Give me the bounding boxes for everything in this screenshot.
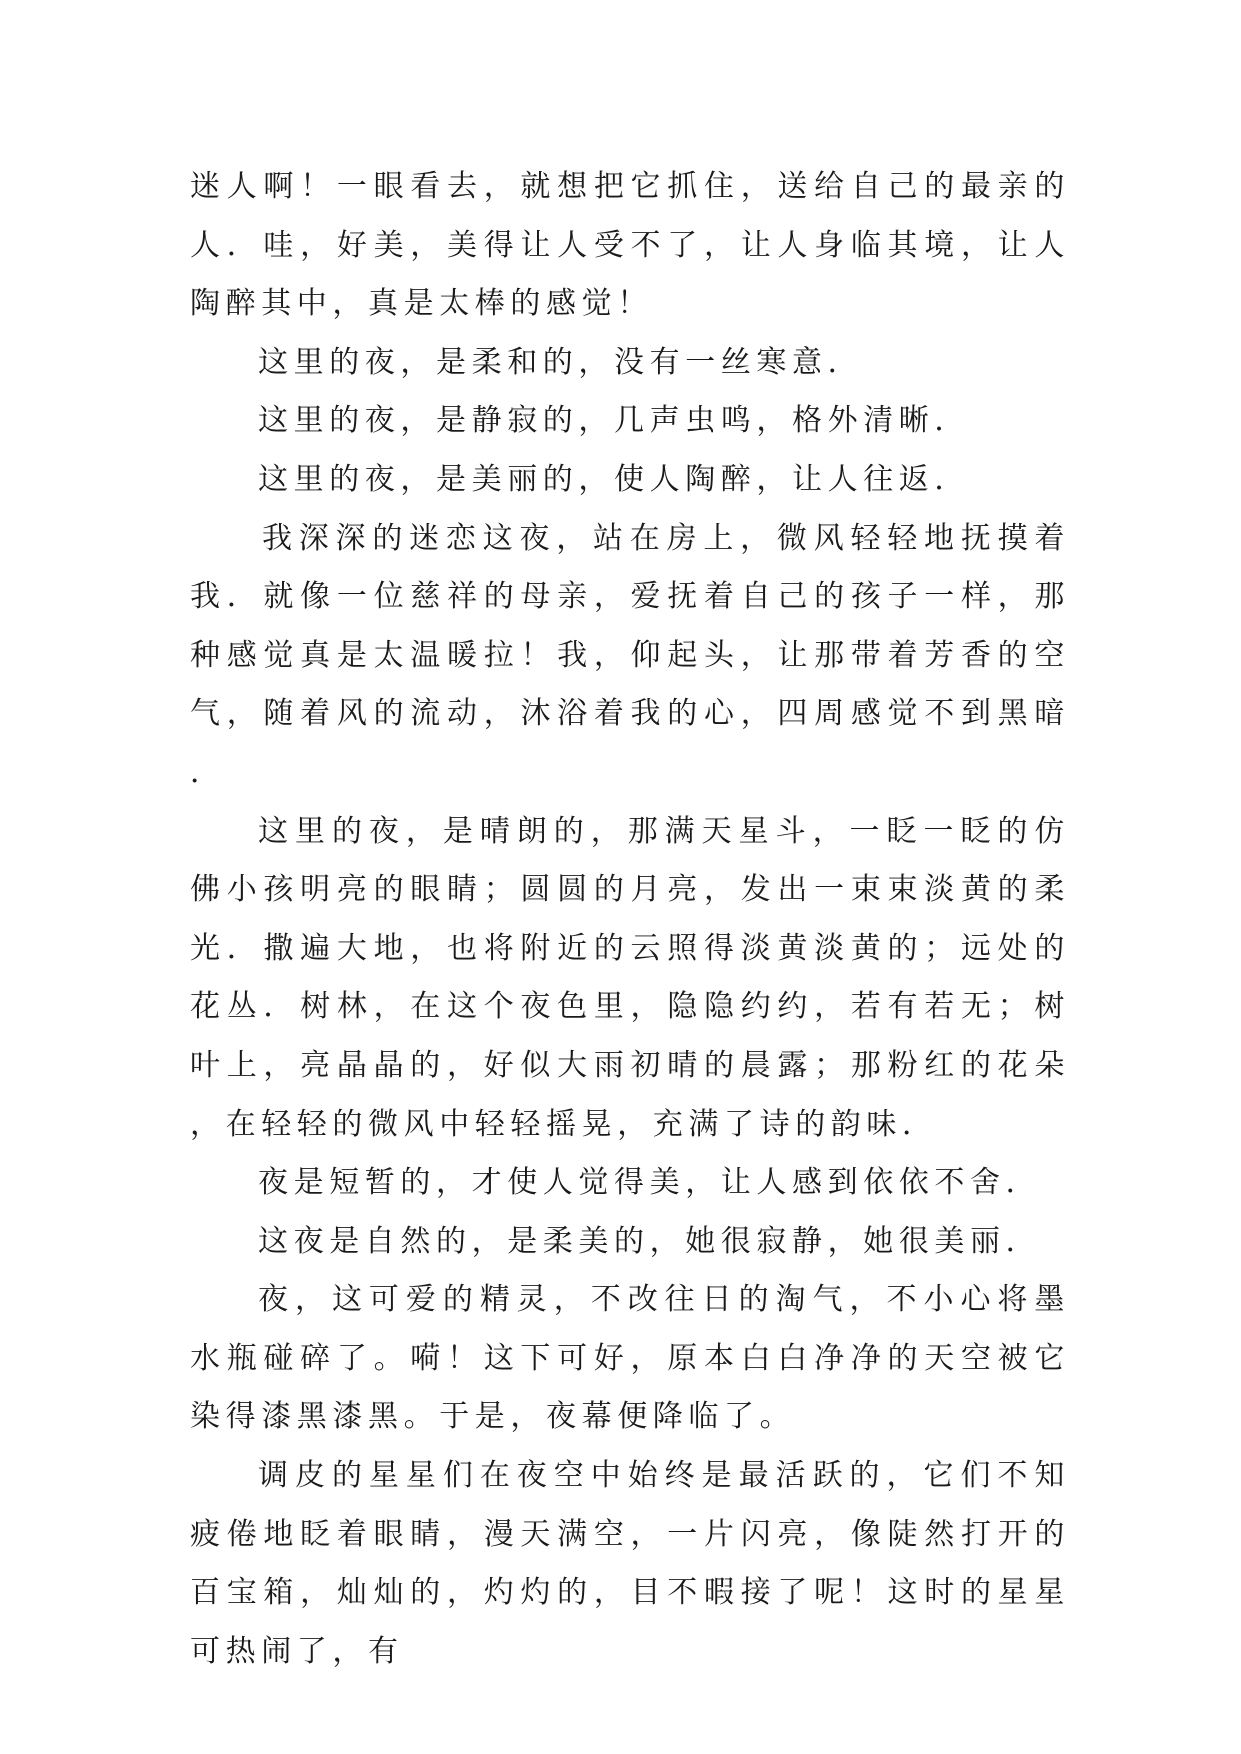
paragraph-10: 调皮的星星们在夜空中始终是最活跃的，它们不知疲倦地眨着眼睛，漫天满空，一片闪亮，像陡然打开的百宝箱，灿灿的，灼灼的，目不暇接了呢！这时的星星可热闹了，有 bbox=[190, 1458, 1070, 1669]
paragraph-9: 夜，这可爱的精灵，不改往日的淘气，不小心将墨水瓶碰碎了。嗬！这下可好，原本白白净净的天空被它染得漆黑漆黑。于是，夜幕便降临了。 bbox=[190, 1282, 1070, 1435]
paragraph-5: 我深深的迷恋这夜，站在房上，微风轻轻地抚摸着我．就像一位慈祥的母亲，爱抚着自己的孩子一样，那种感觉真是太温暖拉！我，仰起头，让那带着芳香的空气，随着风的流动，沐浴着我的心，四周感觉不到黑暗． bbox=[190, 520, 1070, 790]
article-body bbox=[190, 158, 1070, 1681]
paragraph-1: 迷人啊！一眼看去，就想把它抓住，送给自己的最亲的人．哇，好美，美得让人受不了，让人身临其境，让人陶醉其中，真是太棒的感觉！ bbox=[190, 169, 1070, 322]
paragraph-2: 这里的夜，是柔和的，没有一丝寒意． bbox=[258, 344, 864, 380]
paragraph-8: 这夜是自然的，是柔美的，她很寂静，她很美丽． bbox=[258, 1223, 1042, 1259]
paragraph-6: 这里的夜，是晴朗的，那满天星斗，一眨一眨的仿佛小孩明亮的眼睛；圆圆的月亮，发出一束束淡黄的柔光．撒遍大地，也将附近的云照得淡黄淡黄的；远处的花丛．树林，在这个夜色里，隐隐约约，若有若无；树叶上，亮晶晶的，好似大雨初晴的晨露；那粉红的花朵，在轻轻的微风中轻轻摇晃，充满了诗的韵味． bbox=[190, 813, 1070, 1142]
paragraph-7: 夜是短暂的，才使人觉得美，让人感到依依不舍． bbox=[258, 1165, 1042, 1201]
paragraph-3: 这里的夜，是静寂的，几声虫鸣，格外清晰． bbox=[258, 403, 970, 439]
paragraph-4: 这里的夜，是美丽的，使人陶醉，让人往返． bbox=[258, 461, 970, 497]
